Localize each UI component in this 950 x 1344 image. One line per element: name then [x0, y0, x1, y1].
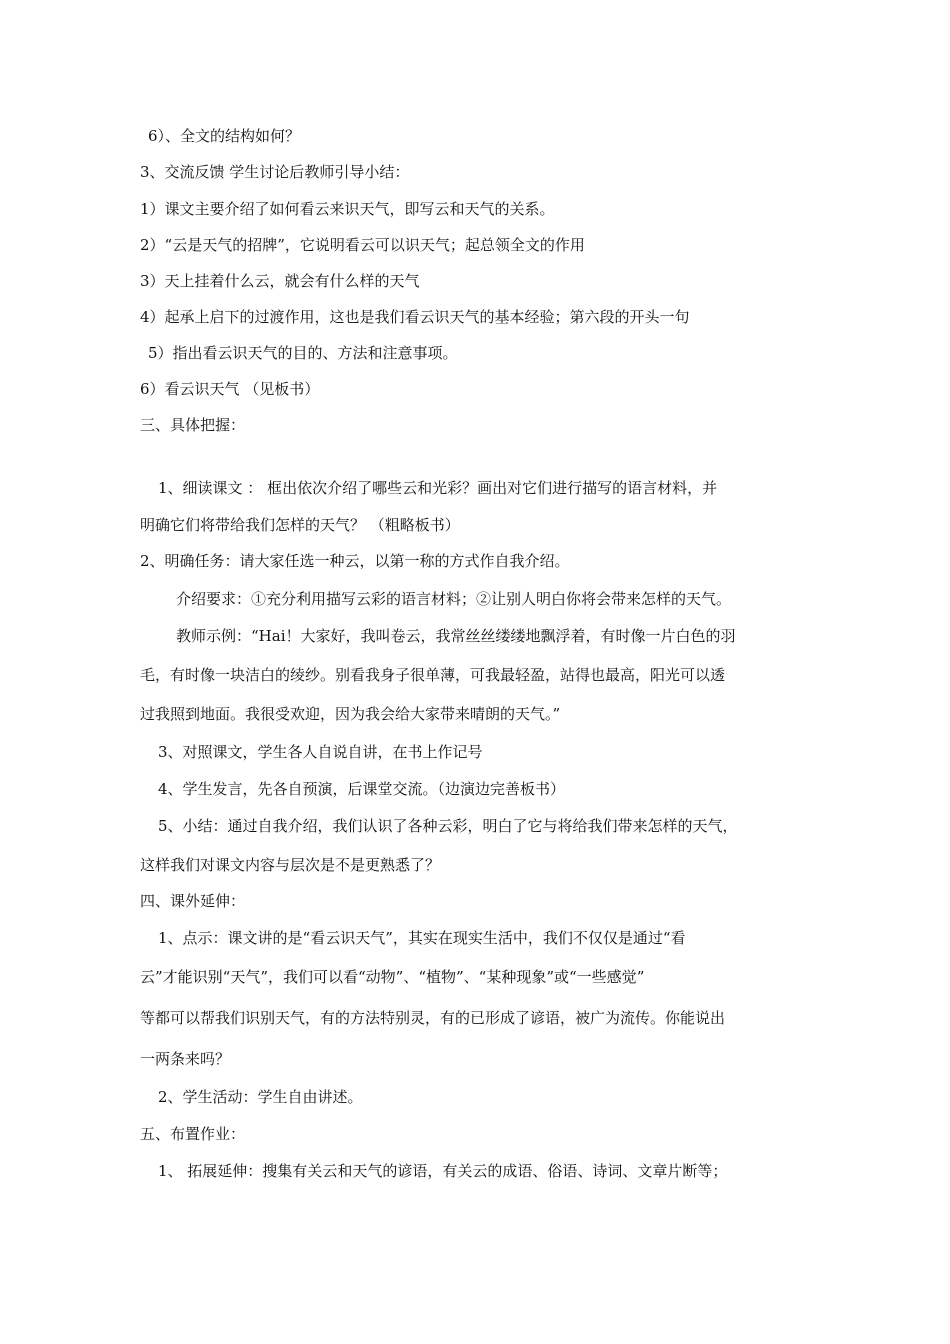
- section-heading: 三、具体把握：: [140, 416, 246, 434]
- text-line: 4）起承上启下的过渡作用，这也是我们看云识天气的基本经验；第六段的开头一句: [140, 308, 690, 326]
- text-line: 2、学生活动：学生自由讲述。: [158, 1088, 363, 1106]
- text-line: 毛，有时像一块洁白的绫纱。别看我身子很单薄，可我最轻盈，站得也最高，阳光可以透: [140, 666, 726, 684]
- text-line: 4、学生发言，先各自预演，后课堂交流。（边演边完善板书）: [158, 780, 566, 798]
- text-line: 2）“云是天气的招牌”，它说明看云可以识天气；起总领全文的作用: [140, 236, 585, 254]
- text-line: 2、明确任务：请大家任选一种云，以第一称的方式作自我介绍。: [140, 552, 570, 570]
- text-line: 等都可以帮我们识别天气，有的方法特别灵，有的已形成了谚语，被广为流传。你能说出: [140, 1009, 726, 1027]
- text-line: 过我照到地面。我很受欢迎，因为我会给大家带来晴朗的天气。”: [140, 705, 561, 723]
- text-line: 5）指出看云识天气的目的、方法和注意事项。: [148, 344, 458, 362]
- text-line: 3）天上挂着什么云，就会有什么样的天气: [140, 272, 420, 290]
- text-line: 1、细读课文 ： 框出依次介绍了哪些云和光彩？画出对它们进行描写的语言材料，并: [158, 479, 718, 497]
- text-line: 6）看云识天气 （见板书）: [140, 380, 320, 398]
- text-line: 3、对照课文，学生各人自说自讲，在书上作记号: [158, 743, 483, 761]
- text-line: 3、交流反馈 学生讨论后教师引导小结：: [140, 163, 410, 181]
- text-line: 1、点示：课文讲的是“看云识天气”，其实在现实生活中，我们不仅仅是通过“看: [158, 929, 686, 947]
- text-line: 介绍要求：①充分利用描写云彩的语言材料；②让别人明白你将会带来怎样的天气。: [176, 590, 732, 608]
- text-line: 明确它们将带给我们怎样的天气？ （粗略板书）: [140, 516, 460, 534]
- text-line: 教师示例：“Hai！大家好，我叫卷云，我常丝丝缕缕地飘浮着，有时像一片白色的羽: [176, 627, 736, 645]
- text-line: 1、 拓展延伸：搜集有关云和天气的谚语，有关云的成语、俗语、诗词、文章片断等；: [158, 1162, 728, 1180]
- text-line: 云”才能识别“天气”，我们可以看“动物”、“植物”、“某种现象”或“一些感觉”: [140, 968, 645, 986]
- section-heading: 五、布置作业：: [140, 1125, 246, 1143]
- text-line: 这样我们对课文内容与层次是不是更熟悉了？: [140, 856, 441, 874]
- text-line: 5、小结：通过自我介绍，我们认识了各种云彩，明白了它与将给我们带来怎样的天气，: [158, 817, 738, 835]
- text-line: 一两条来吗？: [140, 1050, 231, 1068]
- text-line: 1）课文主要介绍了如何看云来识天气，即写云和天气的关系。: [140, 200, 555, 218]
- text-line: 6）、全文的结构如何？: [148, 127, 301, 145]
- section-heading: 四、课外延伸：: [140, 892, 246, 910]
